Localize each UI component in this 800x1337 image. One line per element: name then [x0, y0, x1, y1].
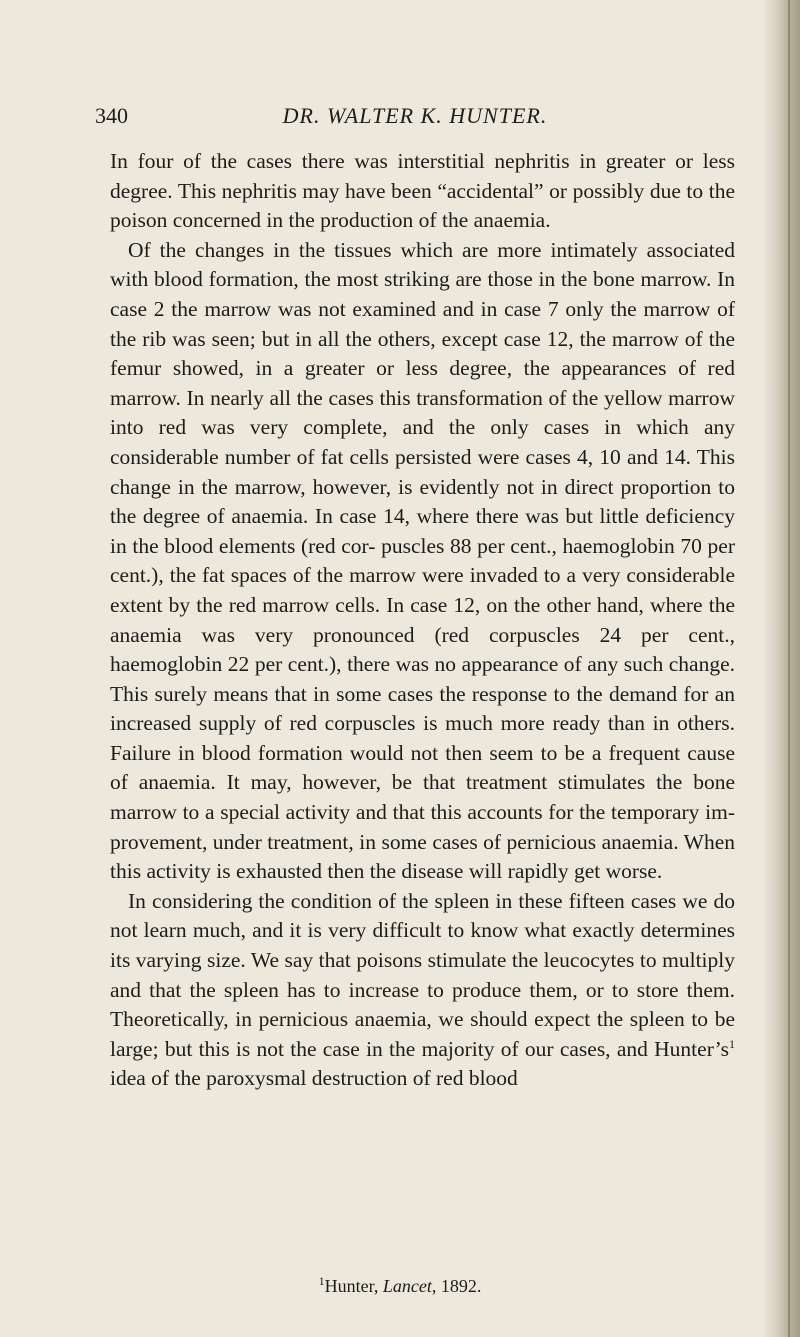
footnote-journal: Lancet — [382, 1276, 432, 1296]
body-text — [110, 147, 735, 1094]
paragraph-3-text: In considering the condition of the spleen in these fifteen cases we do not learn much, and it is very difficult to know what exactly determines its varying size. We say that poisons stimulate the leucocytes to multiply and that the spleen has to increase to produce them, or to store them. Theoretically, in pernicious anaemia, we should expect the spleen to be large; but this is not the case in the majority of our cases, and Hunter’s — [110, 888, 735, 1061]
running-head — [95, 103, 735, 133]
paragraph-1: In four of the cases there was interstitial nephritis in greater or less degree. This nephritis may have been “accidental” or possibly due to the poison concerned in the production of the anaemia. — [110, 149, 735, 233]
running-title: DR. WALTER K. HUNTER. — [282, 103, 548, 128]
footnote — [0, 1276, 800, 1297]
footnote-marker: 1 — [318, 1274, 325, 1288]
footnote-reference[interactable]: 1 — [729, 1036, 735, 1051]
page-edge-line — [788, 0, 790, 1337]
paragraph-2: Of the changes in the tissues which are more intimately associated with blood formation, the most striking are those in the bone marrow. In case 2 the marrow was not examined and in case 7 only the marrow of the rib was seen; but in all the others, except case 12, the marrow of the femur showed, in a greater or less degree, the appearances of red marrow. In nearly all the cases this transformation of the yellow marrow into red was very complete, and the only cases in which any considerable number of fat cells persisted were cases 4, 10 and 14. This change in the marrow, however, is evidently not in direct proportion to the degree of anaemia. In case 14, where there was but little deficiency in the blood elements (red cor- puscles 88 per cent., haemoglobin 70 per cent.), the fat spaces of the marrow were invaded to a very considerable extent by the red marrow cells. In case 12, on the other hand, where the anaemia was very pronounced (red corpuscles 24 per cent., haemoglobin 22 per cent.), there was no appearance of any such change. This surely means that in some cases the response to the demand for an increased supply of red corpuscles is much more ready than in others. Failure in blood formation would not then seem to be a frequent cause of anaemia. It may, however, be that treatment stimulates the bone marrow to a special activity and that this accounts for the temporary im- provement, under treatment, in some cases of pernicious anaemia. When this activity is exhausted then the disease will rapidly get worse. — [110, 237, 735, 884]
paragraph-3 — [110, 887, 735, 1094]
page-edge-shadow — [762, 0, 800, 1337]
footnote-author: Hunter, — [324, 1276, 383, 1296]
paragraph-3-continuation: idea of the paroxysmal destruction of red blood — [110, 1066, 518, 1091]
page-number: 340 — [95, 103, 128, 128]
footnote-year: , 1892. — [431, 1276, 482, 1296]
